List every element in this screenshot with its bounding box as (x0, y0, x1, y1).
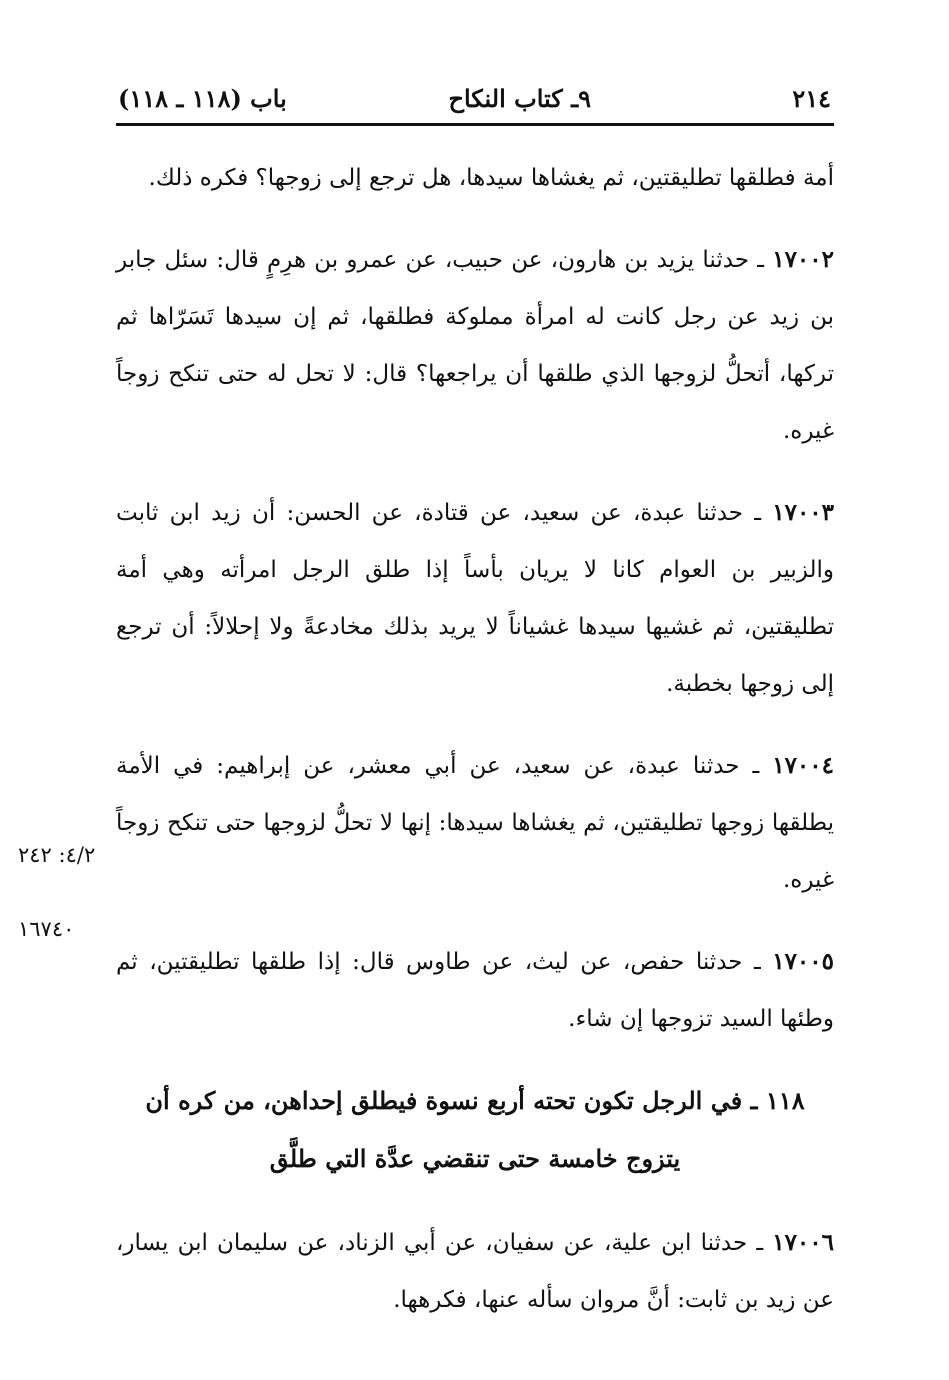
margin-reference: ٤/٢: ٢٤٢ (18, 843, 96, 867)
paragraph-continuation (116, 150, 834, 207)
hadith-number: ١٧٠٠٤ (772, 752, 834, 779)
book-title: ٩ـ كتاب النكاح (448, 84, 591, 113)
hadith-number: ١٧٠٠٢ (772, 246, 834, 273)
paragraph-text: أمة فطلقها تطليقتين، ثم يغشاها سيدها، هل ترجع إلى زوجها؟ فكره ذلك. (148, 165, 834, 191)
paragraph-17006 (116, 1214, 834, 1329)
hadith-number: ١٧٠٠٥ (772, 948, 834, 975)
section-heading-line2: يتزوج خامسة حتى تنقضي عدَّة التي طلَّق (269, 1144, 681, 1173)
main-text (116, 150, 834, 1353)
paragraph-17003 (116, 484, 834, 713)
hadith-number: ١٧٠٠٦ (772, 1229, 834, 1256)
header-rule (116, 123, 834, 126)
paragraph-text: ـ حدثنا حفص، عن ليث، عن طاوس قال: إذا طلقها تطليقتين، ثم وطئها السيد تزوجها إن شاء. (116, 949, 834, 1032)
paragraph-17004 (116, 737, 834, 909)
page-number: ٢١٤ (792, 84, 831, 113)
hadith-number: ١٧٠٠٣ (772, 499, 835, 526)
margin-reference: ١٦٧٤٠ (18, 917, 75, 941)
page-header (118, 82, 831, 122)
section-heading (116, 1072, 834, 1188)
paragraph-text: ـ حدثنا عبدة، عن سعيد، عن أبي معشر، عن إبراهيم: في الأمة يطلقها زوجها تطليقتين، ثم يغشاها سيدها: إنها لا تحلُّ لزوجها حتى تنكح زوجاً غيره. (116, 753, 834, 893)
paragraph-text: ـ حدثنا عبدة، عن سعيد، عن قتادة، عن الحسن: أن زيد ابن ثابت والزبير بن العوام كانا لا يريان بأساً إذا طلق الرجل امرأته وهي أمة تطليقتين، ثم غشيها سيدها غشياناً لا يريد بذلك مخادعةً ولا إحلالاً: أن ترجع إلى زوجها بخطبة. (116, 500, 834, 697)
section-heading-line1: ١١٨ ـ في الرجل تكون تحته أربع نسوة فيطلق إحداهن، من كره أن (145, 1086, 805, 1115)
paragraph-17005 (116, 933, 834, 1048)
paragraph-text: ـ حدثنا ابن علية، عن سفيان، عن أبي الزناد، عن سليمان ابن يسار، عن زيد بن ثابت: أنَّ مروان سأله عنها، فكرهها. (116, 1230, 834, 1313)
paragraph-text: ـ حدثنا يزيد بن هارون، عن حبيب، عن عمرو بن هرِمٍ قال: سئل جابر بن زيد عن رجل كانت له امرأة مملوكة فطلقها، ثم إن سيدها تَسَرّاها ثم تركها، أتحلُّ لزوجها الذي طلقها أن يراجعها؟ قال: لا تحل له حتى تنكح زوجاً غيره. (116, 247, 834, 444)
chapter-range: باب (١١٨ ـ ١١٨) (118, 84, 287, 113)
paragraph-17002 (116, 231, 834, 460)
